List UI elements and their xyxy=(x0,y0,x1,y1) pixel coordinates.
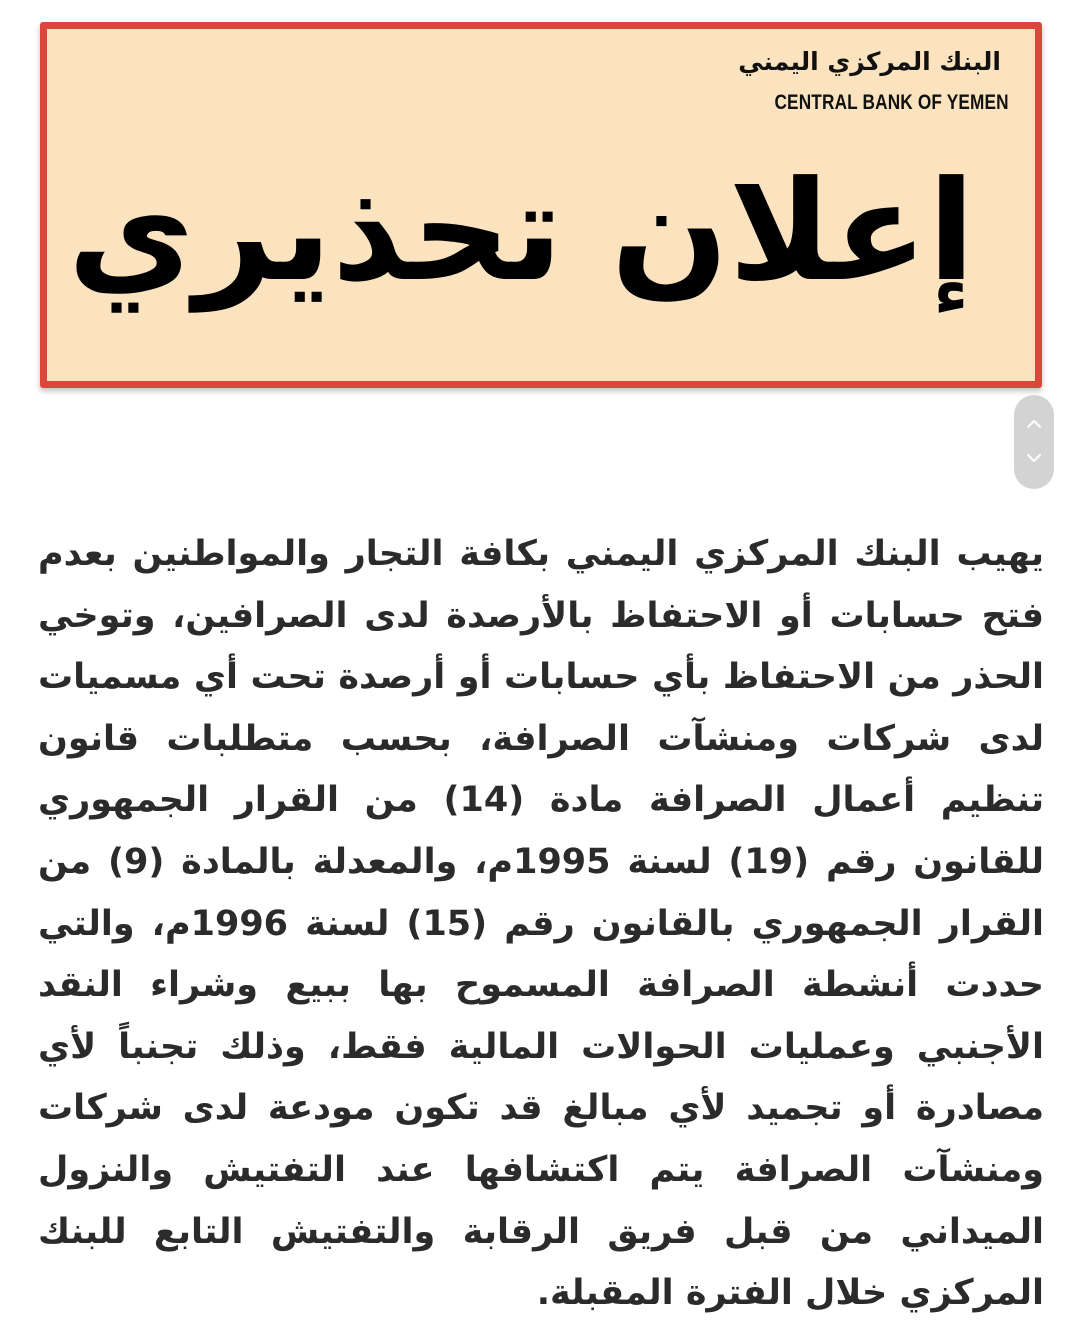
chevron-up-icon[interactable] xyxy=(1026,419,1042,429)
announcement-title: إعلان تحذيري xyxy=(67,151,975,312)
scroll-control[interactable] xyxy=(1014,395,1054,489)
bank-name-english: CENTRAL BANK OF YEMEN xyxy=(774,91,1009,114)
chevron-down-icon[interactable] xyxy=(1026,453,1042,463)
warning-banner xyxy=(40,22,1042,388)
announcement-body: يهيب البنك المركزي اليمني بكافة التجار والمواطنين بعدم فتح حسابات أو الاحتفاظ بالأرصدة لدى الصرافين، وتوخي الحذر من الاحتفاظ بأي حسابات أو أرصدة تحت أي مسميات لدى شركات ومنشآت الصرافة، بحسب متطلبات قانون تنظيم أعمال الصرافة مادة (14) من القرار الجمهوري للقانون رقم (19) لسنة 1995م، والمعدلة بالمادة (9) من القرار الجمهوري بالقانون رقم (15) لسنة 1996م، والتي حددت أنشطة الصرافة المسموح بها ببيع وشراء النقد الأجنبي وعمليات الحوالات المالية فقط، وذلك تجنباً لأي مصادرة أو تجميد لأي مبالغ قد تكون مودعة لدى شركات ومنشآت الصرافة يتم اكتشافها عند التفتيش والنزول الميداني من قبل فريق الرقابة والتفتيش التابع للبنك المركزي خلال الفترة المقبلة. xyxy=(38,534,1044,1314)
bank-name-arabic: البنك المركزي اليمني xyxy=(738,47,1001,76)
